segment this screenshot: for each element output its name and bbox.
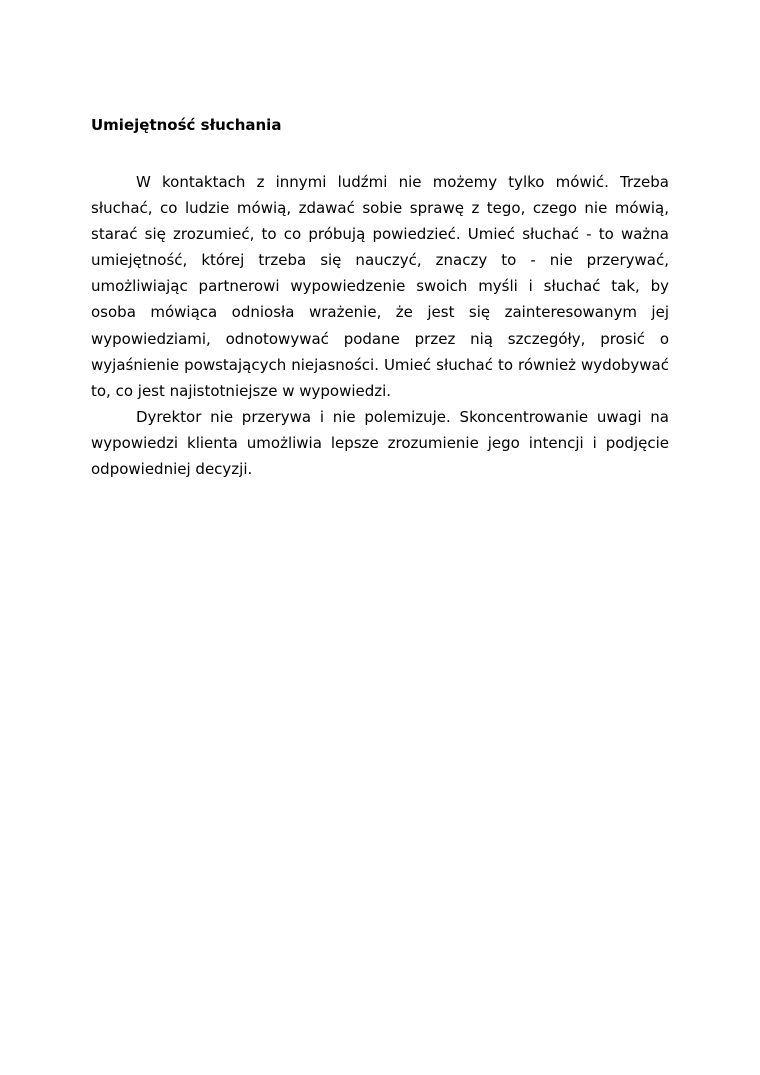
paragraph-director-attention: Dyrektor nie przerywa i nie polemizuje. Skoncentrowanie uwagi na wypowiedzi klienta umożliwia lepsze zrozumienie jego intencji i podjęcie odpowiedniej decyzji. — [91, 407, 669, 479]
document-title: Umiejętność słuchania — [91, 116, 282, 134]
document-body — [91, 169, 669, 482]
document-content — [91, 114, 669, 482]
paragraph-listening-skill: W kontaktach z innymi ludźmi nie możemy tylko mówić. Trzeba słuchać, co ludzie mówią, zdawać sobie sprawę z tego, czego nie mówią, starać się zrozumieć, to co próbują powiedzieć. Umieć słuchać - to ważna umiejętność, której trzeba się nauczyć, znaczy to - nie przerywać, umożliwiając partnerowi wypowiedzenie swoich myśli i słuchać tak, by osoba mówiąca odniosła wrażenie, że jest się zainteresowanym jej wypowiedziami, odnotowywać podane przez nią szczegóły, prosić o wyjaśnienie powstających niejasności. Umieć słuchać to również wydobywać to, co jest najistotniejsze w wypowiedzi. — [91, 173, 669, 400]
